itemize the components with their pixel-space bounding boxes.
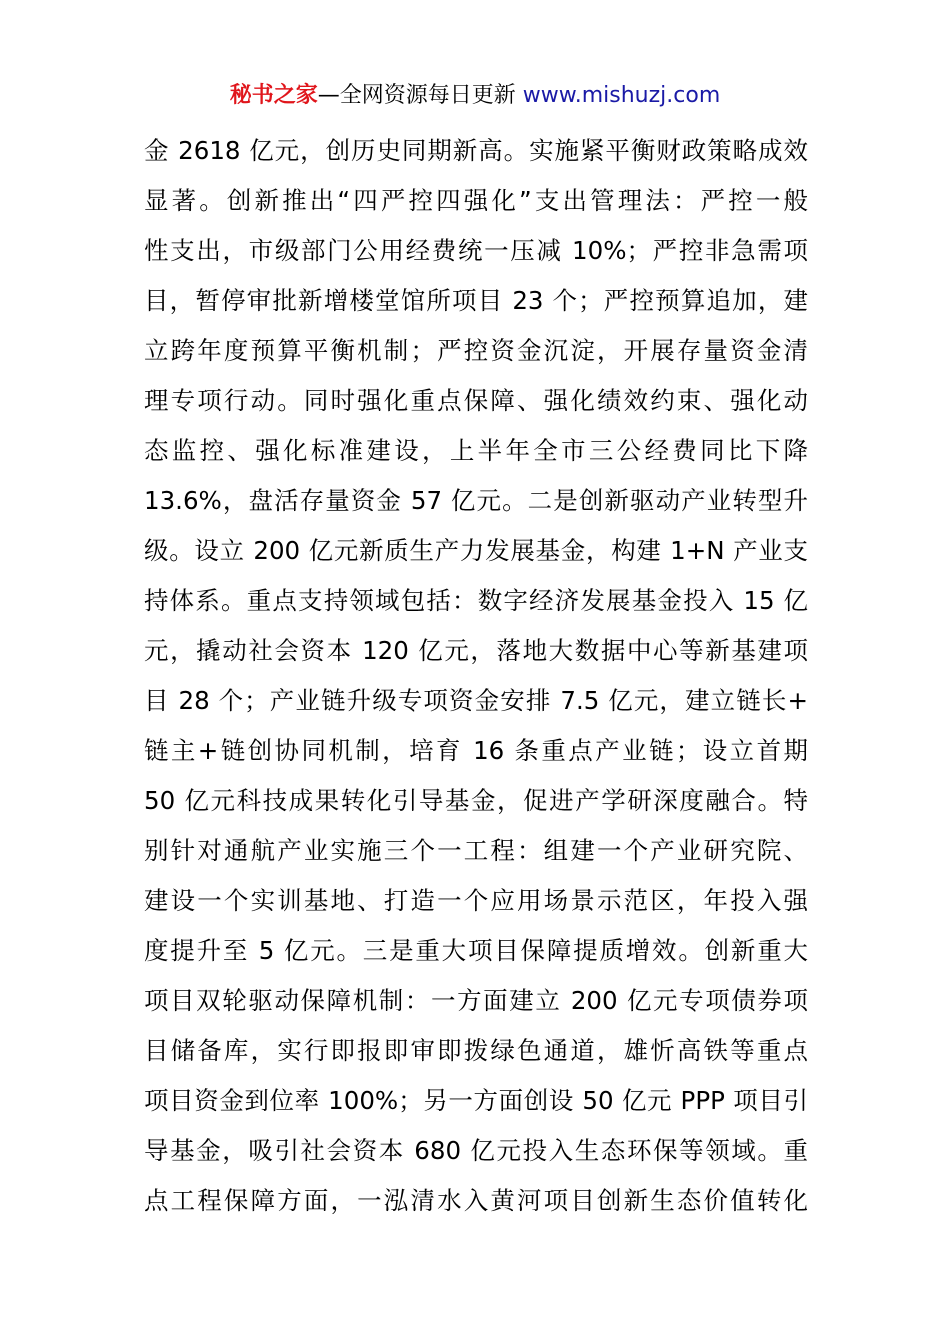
text-line: 性支出，市级部门公用经费统一压减 10%；严控非急需项 bbox=[144, 236, 808, 265]
text-line: 导基金，吸引社会资本 680 亿元投入生态环保等领域。重 bbox=[144, 1136, 808, 1165]
text-line: 链主+链创协同机制，培育 16 条重点产业链；设立首期 bbox=[144, 736, 808, 765]
text-line: 金 2618 亿元，创历史同期新高。实施紧平衡财政策略成效 bbox=[144, 136, 808, 165]
site-header bbox=[0, 80, 950, 112]
text-line: 度提升至 5 亿元。三是重大项目保障提质增效。创新重大 bbox=[144, 936, 808, 965]
text-line: 理专项行动。同时强化重点保障、强化绩效约束、强化动 bbox=[144, 386, 808, 415]
site-brand: 秘书之家 bbox=[229, 83, 318, 108]
text-line: 13.6%，盘活存量资金 57 亿元。二是创新驱动产业转型升 bbox=[144, 486, 808, 515]
text-line: 50 亿元科技成果转化引导基金，促进产学研深度融合。特 bbox=[144, 786, 808, 815]
text-line: 元，撬动社会资本 120 亿元，落地大数据中心等新基建项 bbox=[144, 636, 808, 665]
site-url-link[interactable]: www.mishuzj.com bbox=[522, 83, 721, 108]
text-line: 态监控、强化标准建设，上半年全市三公经费同比下降 bbox=[144, 436, 808, 465]
text-line: 显著。创新推出“四严控四强化”支出管理法：严控一般 bbox=[144, 186, 808, 215]
text-line: 立跨年度预算平衡机制；严控资金沉淀，开展存量资金清 bbox=[144, 336, 808, 365]
site-tagline: —全网资源每日更新 bbox=[317, 83, 516, 108]
text-line: 持体系。重点支持领域包括：数字经济发展基金投入 15 亿 bbox=[144, 586, 808, 615]
text-line: 别针对通航产业实施三个一工程：组建一个产业研究院、 bbox=[144, 836, 808, 865]
text-line: 目储备库，实行即报即审即拨绿色通道，雄忻高铁等重点 bbox=[144, 1036, 808, 1065]
text-line: 点工程保障方面，一泓清水入黄河项目创新生态价值转化 bbox=[144, 1186, 808, 1215]
text-line: 目 28 个；产业链升级专项资金安排 7.5 亿元，建立链长+ bbox=[144, 686, 808, 715]
text-line: 项目双轮驱动保障机制：一方面建立 200 亿元专项债券项 bbox=[144, 986, 808, 1015]
text-line: 级。设立 200 亿元新质生产力发展基金，构建 1+N 产业支 bbox=[144, 536, 808, 565]
text-line: 建设一个实训基地、打造一个应用场景示范区，年投入强 bbox=[144, 886, 808, 915]
text-line: 项目资金到位率 100%；另一方面创设 50 亿元 PPP 项目引 bbox=[144, 1086, 808, 1115]
text-line: 目，暂停审批新增楼堂馆所项目 23 个；严控预算追加，建 bbox=[144, 286, 808, 315]
